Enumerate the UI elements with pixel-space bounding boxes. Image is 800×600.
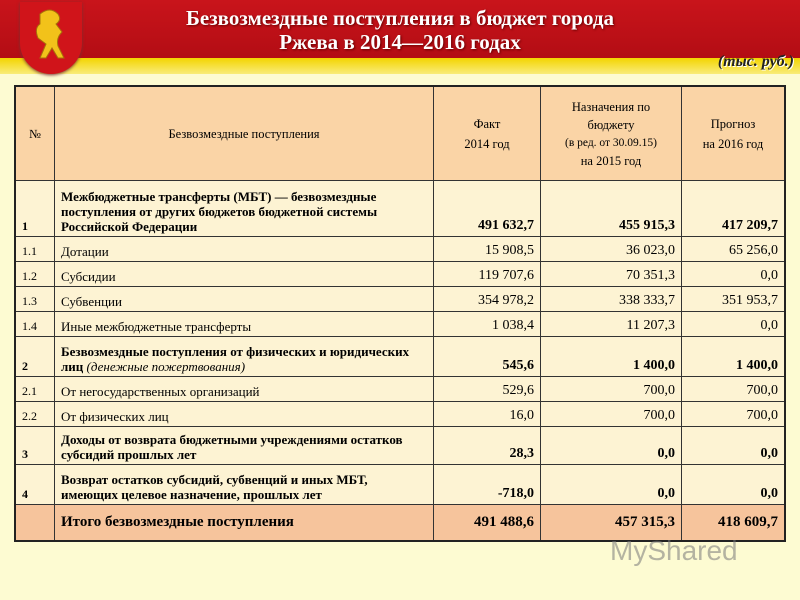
table-row [15, 237, 785, 262]
row-num: 2.1 [15, 377, 55, 402]
row-name-cell [55, 402, 434, 427]
row-name: Субсидии [61, 269, 116, 284]
row-name-cell [55, 427, 434, 465]
value-2014: 529,6 [434, 377, 541, 402]
title-line-1: Безвозмездные поступления в бюджет города [186, 6, 614, 30]
col-2016-line2: на 2016 год [702, 136, 764, 151]
title-line-2: Ржева в 2014—2016 годах [279, 30, 521, 54]
unit-label: (тыс. руб.) [717, 53, 794, 70]
row-num: 1.3 [15, 287, 55, 312]
value-2016: 417 209,7 [682, 181, 786, 237]
value-2015: 36 023,0 [541, 237, 682, 262]
row-num: 1.4 [15, 312, 55, 337]
total-name: Итого безвозмездные поступления [55, 505, 434, 542]
total-2016: 418 609,7 [682, 505, 786, 542]
col-2015-line2: (в ред. от 30.09.15) [564, 136, 658, 149]
page-title [90, 6, 710, 54]
col-2014-line1: Факт [473, 116, 501, 131]
table-row [15, 337, 785, 377]
col-2014 [434, 86, 541, 181]
row-name-cell [55, 181, 434, 237]
value-2015: 338 333,7 [541, 287, 682, 312]
value-2014: 354 978,2 [434, 287, 541, 312]
value-2015: 0,0 [541, 427, 682, 465]
col-2016 [682, 86, 786, 181]
value-2016: 1 400,0 [682, 337, 786, 377]
budget-table [14, 85, 786, 542]
table-row [15, 262, 785, 287]
value-2014: 28,3 [434, 427, 541, 465]
value-2016: 65 256,0 [682, 237, 786, 262]
watermark: MyShared [610, 535, 738, 566]
total-2015: 457 315,3 [541, 505, 682, 542]
row-name: Возврат остатков субсидий, субвенций и иных МБТ, имеющих целевое назначение, прошлых лет [61, 472, 368, 502]
row-name-cell [55, 337, 434, 377]
col-num: № [15, 86, 55, 181]
value-2016: 0,0 [682, 465, 786, 505]
table-row [15, 427, 785, 465]
table-row [15, 181, 785, 237]
value-2014: -718,0 [434, 465, 541, 505]
row-num: 2 [15, 337, 55, 377]
value-2015: 455 915,3 [541, 181, 682, 237]
row-name: Доходы от возврата бюджетными учреждениями остатков субсидий прошлых лет [61, 432, 403, 462]
table-row [15, 402, 785, 427]
table-row [15, 312, 785, 337]
value-2015: 11 207,3 [541, 312, 682, 337]
row-name: От физических лиц [61, 409, 169, 424]
value-2014: 16,0 [434, 402, 541, 427]
value-2015: 700,0 [541, 402, 682, 427]
row-name-cell [55, 377, 434, 402]
col-2014-line2: 2014 год [464, 136, 510, 151]
row-num: 1.2 [15, 262, 55, 287]
value-2015: 700,0 [541, 377, 682, 402]
value-2014: 119 707,6 [434, 262, 541, 287]
value-2016: 700,0 [682, 377, 786, 402]
row-num: 2.2 [15, 402, 55, 427]
coat-of-arms-lion-icon [20, 2, 82, 74]
row-num: 1 [15, 181, 55, 237]
value-2015: 1 400,0 [541, 337, 682, 377]
table-header-row [15, 86, 785, 181]
col-2016-line1: Прогноз [710, 116, 756, 131]
row-num: 3 [15, 427, 55, 465]
row-name: Субвенции [61, 294, 122, 309]
table-row [15, 287, 785, 312]
row-name-cell [55, 465, 434, 505]
row-name: Иные межбюджетные трансферты [61, 319, 252, 334]
row-name-cell [55, 262, 434, 287]
total-num [15, 505, 55, 542]
col-2015-line3: на 2015 год [580, 153, 642, 168]
yellow-stripe [0, 58, 800, 74]
row-name-cell [55, 287, 434, 312]
total-2014: 491 488,6 [434, 505, 541, 542]
value-2014: 1 038,4 [434, 312, 541, 337]
row-name: Безвозмездные поступления от физических и юридических лиц [61, 344, 410, 374]
row-name-cell [55, 237, 434, 262]
value-2014: 545,6 [434, 337, 541, 377]
row-num: 4 [15, 465, 55, 505]
col-2015 [541, 86, 682, 181]
value-2015: 0,0 [541, 465, 682, 505]
row-name: От негосударственных организаций [61, 384, 260, 399]
row-name-cell [55, 312, 434, 337]
value-2016: 351 953,7 [682, 287, 786, 312]
value-2014: 15 908,5 [434, 237, 541, 262]
col-2015-line1: Назначения по бюджету [571, 99, 651, 132]
table-row [15, 465, 785, 505]
row-name: Межбюджетные трансферты (МБТ) — безвозмездные поступления от других бюджетов бюджетной системы Российской Федерации [61, 189, 378, 234]
value-2016: 0,0 [682, 262, 786, 287]
table-row [15, 377, 785, 402]
col-name: Безвозмездные поступления [55, 86, 434, 181]
row-num: 1.1 [15, 237, 55, 262]
value-2015: 70 351,3 [541, 262, 682, 287]
value-2016: 0,0 [682, 312, 786, 337]
value-2016: 0,0 [682, 427, 786, 465]
value-2016: 700,0 [682, 402, 786, 427]
value-2014: 491 632,7 [434, 181, 541, 237]
row-name: Дотации [61, 244, 109, 259]
row-name-note: (денежные пожертвования) [86, 359, 246, 374]
